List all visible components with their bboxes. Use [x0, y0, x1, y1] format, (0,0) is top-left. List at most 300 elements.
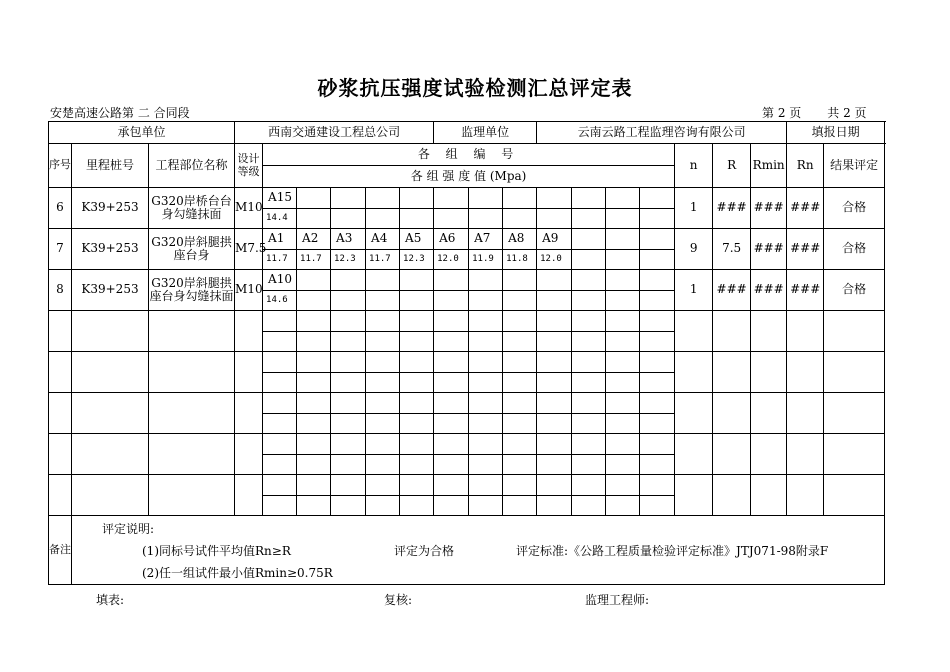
empty-cell: [366, 332, 400, 352]
empty-cell: [149, 311, 235, 352]
empty-cell: [751, 311, 787, 352]
empty-cell: [572, 434, 606, 455]
empty-cell: [235, 311, 263, 352]
empty-cell: [400, 434, 434, 455]
empty-cell: [366, 414, 400, 434]
empty-cell: [572, 496, 606, 516]
group-code-cell: A8: [503, 229, 537, 250]
empty-cell: [297, 414, 331, 434]
empty-row: [49, 434, 885, 455]
empty-cell: [331, 311, 366, 332]
rmin-cell: ###: [751, 229, 787, 270]
rmin-header: Rmin: [751, 144, 787, 188]
group-code-cell: [640, 229, 675, 250]
empty-row: [49, 352, 885, 373]
seq-cell: 8: [49, 270, 72, 311]
group-code-cell: [469, 188, 503, 209]
group-code-cell: [640, 188, 675, 209]
empty-cell: [572, 311, 606, 332]
strength-value-cell: [366, 291, 400, 311]
empty-cell: [751, 475, 787, 516]
result-cell: 合格: [824, 188, 885, 229]
group-code-cell: [606, 229, 640, 250]
part-cell: G320岸桥台台身勾缝抹面: [149, 188, 235, 229]
empty-cell: [434, 373, 469, 393]
empty-cell: [469, 434, 503, 455]
group-code-cell: [400, 270, 434, 291]
strength-value-cell: [606, 291, 640, 311]
empty-cell: [297, 373, 331, 393]
empty-cell: [434, 393, 469, 414]
empty-cell: [263, 475, 297, 496]
empty-cell: [72, 393, 149, 434]
empty-cell: [606, 393, 640, 414]
contractor-label: 承包单位: [49, 122, 235, 144]
empty-cell: [297, 352, 331, 373]
empty-cell: [572, 414, 606, 434]
strength-value-cell: [640, 250, 675, 270]
empty-cell: [49, 434, 72, 475]
empty-cell: [297, 434, 331, 455]
group-code-cell: A9: [537, 229, 572, 250]
empty-cell: [469, 475, 503, 496]
empty-cell: [713, 434, 751, 475]
empty-cell: [537, 455, 572, 475]
empty-cell: [469, 332, 503, 352]
remarks-item-1: (1)同标号试件平均值Rn≥R: [142, 544, 291, 558]
empty-cell: [263, 455, 297, 475]
r-cell: 7.5: [713, 229, 751, 270]
seq-cell: 6: [49, 188, 72, 229]
empty-cell: [434, 352, 469, 373]
group-code-cell: [400, 188, 434, 209]
strength-value-cell: [572, 291, 606, 311]
data-row: [49, 229, 885, 250]
n-header: n: [675, 144, 713, 188]
empty-cell: [434, 414, 469, 434]
empty-cell: [469, 352, 503, 373]
station-header: 里程桩号: [72, 144, 149, 188]
empty-cell: [331, 434, 366, 455]
empty-cell: [331, 475, 366, 496]
empty-cell: [572, 373, 606, 393]
empty-cell: [503, 352, 537, 373]
r-cell: ###: [713, 270, 751, 311]
empty-cell: [503, 455, 537, 475]
empty-cell: [331, 332, 366, 352]
strength-value-cell: [366, 209, 400, 229]
r-header: R: [713, 144, 751, 188]
empty-cell: [640, 455, 675, 475]
empty-cell: [469, 414, 503, 434]
empty-cell: [263, 496, 297, 516]
result-cell: 合格: [824, 270, 885, 311]
empty-cell: [640, 475, 675, 496]
n-cell: 1: [675, 188, 713, 229]
empty-cell: [606, 475, 640, 496]
empty-cell: [537, 414, 572, 434]
empty-cell: [400, 311, 434, 332]
empty-cell: [537, 352, 572, 373]
strength-value-cell: [469, 291, 503, 311]
empty-cell: [366, 311, 400, 332]
group-code-cell: [572, 188, 606, 209]
empty-cell: [503, 393, 537, 414]
strength-value-cell: [400, 209, 434, 229]
empty-cell: [640, 414, 675, 434]
empty-cell: [572, 332, 606, 352]
empty-cell: [824, 434, 885, 475]
empty-cell: [49, 311, 72, 352]
empty-cell: [235, 475, 263, 516]
strength-value-cell: [400, 291, 434, 311]
result-header: 结果评定: [824, 144, 885, 188]
strength-value-cell: [331, 209, 366, 229]
empty-cell: [537, 393, 572, 414]
group-code-cell: [606, 270, 640, 291]
empty-cell: [572, 352, 606, 373]
empty-cell: [434, 311, 469, 332]
empty-cell: [606, 414, 640, 434]
data-row: [49, 270, 885, 291]
group-code-cell: A2: [297, 229, 331, 250]
group-code-cell: [366, 188, 400, 209]
empty-cell: [713, 393, 751, 434]
strength-value-cell: [469, 209, 503, 229]
group-code-cell: A6: [434, 229, 469, 250]
n-cell: 9: [675, 229, 713, 270]
rn-cell: ###: [787, 188, 824, 229]
supervisor-label: 监理单位: [434, 122, 537, 144]
strength-value-cell: [640, 209, 675, 229]
station-cell: K39+253: [72, 188, 149, 229]
strength-value-cell: [297, 291, 331, 311]
empty-cell: [331, 352, 366, 373]
empty-cell: [72, 475, 149, 516]
empty-cell: [606, 455, 640, 475]
group-code-cell: [331, 270, 366, 291]
n-cell: 1: [675, 270, 713, 311]
empty-row: [49, 393, 885, 414]
empty-cell: [400, 373, 434, 393]
group-code-cell: [503, 270, 537, 291]
empty-cell: [331, 373, 366, 393]
strength-value-cell: 12.3: [400, 250, 434, 270]
page-title: 砂浆抗压强度试验检测汇总评定表: [317, 76, 633, 100]
data-row: [49, 188, 885, 209]
strength-value-cell: [297, 209, 331, 229]
strength-value-cell: 12.3: [331, 250, 366, 270]
group-code-cell: [606, 188, 640, 209]
empty-cell: [366, 475, 400, 496]
empty-cell: [297, 496, 331, 516]
strength-value-cell: 11.7: [366, 250, 400, 270]
empty-cell: [434, 434, 469, 455]
empty-cell: [469, 373, 503, 393]
strength-value-cell: [640, 291, 675, 311]
empty-cell: [675, 311, 713, 352]
station-cell: K39+253: [72, 229, 149, 270]
group-code-cell: [297, 188, 331, 209]
seq-header: 序号: [49, 144, 72, 188]
group-code-cell: [434, 188, 469, 209]
info-row: [49, 122, 885, 144]
empty-cell: [787, 434, 824, 475]
rn-cell: ###: [787, 270, 824, 311]
empty-cell: [366, 496, 400, 516]
strength-value-cell: [503, 291, 537, 311]
empty-cell: [537, 434, 572, 455]
empty-cell: [787, 311, 824, 352]
group-strength-header: 各 组 强 度 值 (Mpa): [263, 166, 675, 188]
empty-cell: [297, 311, 331, 332]
empty-cell: [149, 434, 235, 475]
empty-cell: [235, 352, 263, 393]
empty-cell: [263, 332, 297, 352]
strength-value-cell: [572, 250, 606, 270]
remarks-label: 备注: [49, 516, 72, 585]
empty-cell: [469, 455, 503, 475]
empty-cell: [824, 475, 885, 516]
remarks-heading: 评定说明:: [102, 522, 155, 536]
empty-cell: [606, 332, 640, 352]
empty-cell: [640, 311, 675, 332]
empty-cell: [366, 434, 400, 455]
group-code-cell: [331, 188, 366, 209]
empty-cell: [263, 373, 297, 393]
empty-cell: [675, 475, 713, 516]
r-cell: ###: [713, 188, 751, 229]
empty-cell: [297, 332, 331, 352]
reviewed-by-label: 复核:: [384, 593, 413, 607]
empty-cell: [675, 393, 713, 434]
group-code-cell: [434, 270, 469, 291]
empty-cell: [713, 311, 751, 352]
rn-cell: ###: [787, 229, 824, 270]
empty-cell: [503, 332, 537, 352]
strength-value-cell: [606, 250, 640, 270]
grade-header: 设计等级: [235, 144, 263, 188]
empty-cell: [72, 434, 149, 475]
remarks-standard: 评定标准:《公路工程质量检验评定标准》JTJ071-98附录F: [516, 544, 829, 558]
empty-cell: [751, 352, 787, 393]
strength-value-cell: 11.7: [263, 250, 297, 270]
grade-cell: M7.5: [235, 229, 263, 270]
empty-cell: [400, 496, 434, 516]
empty-cell: [297, 455, 331, 475]
empty-cell: [675, 352, 713, 393]
empty-cell: [434, 475, 469, 496]
strength-value-cell: [606, 209, 640, 229]
strength-value-cell: 11.7: [297, 250, 331, 270]
empty-cell: [572, 475, 606, 496]
strength-value-cell: [537, 209, 572, 229]
strength-value-cell: [503, 209, 537, 229]
group-code-cell: A10: [263, 270, 297, 291]
page-indicator: [762, 104, 893, 121]
strength-value-cell: 14.4: [263, 209, 297, 229]
strength-value-cell: 11.8: [503, 250, 537, 270]
empty-cell: [149, 393, 235, 434]
group-code-cell: A15: [263, 188, 297, 209]
remarks-row: [49, 516, 885, 585]
empty-cell: [606, 496, 640, 516]
filled-by-label: 填表:: [96, 593, 125, 607]
empty-cell: [366, 393, 400, 414]
empty-cell: [824, 352, 885, 393]
empty-cell: [149, 352, 235, 393]
seq-cell: 7: [49, 229, 72, 270]
group-code-cell: [640, 270, 675, 291]
group-code-cell: [537, 188, 572, 209]
strength-value-cell: 12.0: [537, 250, 572, 270]
empty-cell: [787, 352, 824, 393]
empty-cell: [434, 455, 469, 475]
empty-cell: [537, 311, 572, 332]
part-cell: G320岸斜腿拱座台身勾缝抹面: [149, 270, 235, 311]
empty-cell: [537, 496, 572, 516]
group-code-cell: [572, 229, 606, 250]
empty-cell: [72, 311, 149, 352]
empty-cell: [606, 434, 640, 455]
group-code-cell: A4: [366, 229, 400, 250]
strength-value-cell: [537, 291, 572, 311]
empty-cell: [503, 475, 537, 496]
result-cell: 合格: [824, 229, 885, 270]
empty-cell: [366, 352, 400, 373]
rmin-cell: ###: [751, 270, 787, 311]
summary-table: [48, 121, 885, 585]
remarks-verdict: 评定为合格: [394, 544, 455, 558]
part-header: 工程部位名称: [149, 144, 235, 188]
empty-cell: [434, 496, 469, 516]
part-cell: G320岸斜腿拱座台身: [149, 229, 235, 270]
station-cell: K39+253: [72, 270, 149, 311]
group-code-cell: A7: [469, 229, 503, 250]
empty-cell: [400, 393, 434, 414]
empty-cell: [434, 332, 469, 352]
group-code-cell: [503, 188, 537, 209]
empty-cell: [606, 311, 640, 332]
remarks-item-2: (2)任一组试件最小值Rmin≥0.75R: [142, 566, 333, 580]
strength-value-cell: 11.9: [469, 250, 503, 270]
group-code-cell: [469, 270, 503, 291]
strength-value-cell: [434, 291, 469, 311]
empty-cell: [72, 352, 149, 393]
empty-cell: [49, 393, 72, 434]
strength-value-cell: 14.6: [263, 291, 297, 311]
group-code-cell: A5: [400, 229, 434, 250]
project-label: 安楚高速公路第 二 合同段: [50, 106, 190, 120]
total-pages: 共 2 页: [827, 106, 867, 120]
strength-value-cell: [434, 209, 469, 229]
strength-value-cell: [572, 209, 606, 229]
grade-cell: M10: [235, 270, 263, 311]
empty-cell: [331, 455, 366, 475]
empty-cell: [297, 393, 331, 414]
strength-value-cell: [331, 291, 366, 311]
empty-cell: [400, 455, 434, 475]
empty-cell: [537, 475, 572, 496]
empty-cell: [297, 475, 331, 496]
group-code-cell: [297, 270, 331, 291]
empty-cell: [263, 393, 297, 414]
empty-cell: [263, 311, 297, 332]
empty-cell: [400, 352, 434, 373]
empty-cell: [503, 496, 537, 516]
empty-cell: [787, 393, 824, 434]
remarks-content: [72, 516, 885, 585]
rn-header: Rn: [787, 144, 824, 188]
empty-cell: [49, 352, 72, 393]
empty-cell: [675, 434, 713, 475]
empty-cell: [640, 496, 675, 516]
empty-cell: [235, 434, 263, 475]
engineer-label: 监理工程师:: [585, 593, 650, 607]
group-code-cell: [366, 270, 400, 291]
empty-cell: [503, 373, 537, 393]
empty-cell: [640, 352, 675, 373]
empty-cell: [149, 475, 235, 516]
empty-cell: [537, 332, 572, 352]
empty-cell: [572, 393, 606, 414]
empty-cell: [366, 455, 400, 475]
empty-cell: [606, 352, 640, 373]
empty-row: [49, 311, 885, 332]
empty-row: [49, 475, 885, 496]
empty-cell: [503, 311, 537, 332]
group-code-header: 各 组 编 号: [263, 144, 675, 166]
empty-cell: [713, 352, 751, 393]
empty-cell: [572, 455, 606, 475]
group-code-cell: A3: [331, 229, 366, 250]
empty-cell: [263, 352, 297, 373]
empty-cell: [400, 332, 434, 352]
empty-cell: [331, 496, 366, 516]
remarks-line-1: [102, 540, 884, 562]
empty-cell: [751, 393, 787, 434]
empty-cell: [400, 475, 434, 496]
header-row-1: [49, 144, 885, 166]
empty-cell: [787, 475, 824, 516]
empty-cell: [503, 414, 537, 434]
empty-cell: [49, 475, 72, 516]
empty-cell: [640, 332, 675, 352]
empty-cell: [537, 373, 572, 393]
empty-cell: [263, 434, 297, 455]
empty-cell: [503, 434, 537, 455]
empty-cell: [640, 373, 675, 393]
empty-cell: [469, 496, 503, 516]
empty-cell: [400, 414, 434, 434]
empty-cell: [824, 311, 885, 352]
empty-cell: [469, 393, 503, 414]
empty-cell: [606, 373, 640, 393]
empty-cell: [824, 393, 885, 434]
contractor-value: 西南交通建设工程总公司: [235, 122, 434, 144]
strength-value-cell: 12.0: [434, 250, 469, 270]
group-code-cell: A1: [263, 229, 297, 250]
supervisor-value: 云南云路工程监理咨询有限公司: [537, 122, 787, 144]
empty-cell: [713, 475, 751, 516]
empty-cell: [640, 393, 675, 414]
grade-cell: M10: [235, 188, 263, 229]
empty-cell: [751, 434, 787, 475]
rmin-cell: ###: [751, 188, 787, 229]
empty-cell: [469, 311, 503, 332]
group-code-cell: [537, 270, 572, 291]
group-code-cell: [572, 270, 606, 291]
